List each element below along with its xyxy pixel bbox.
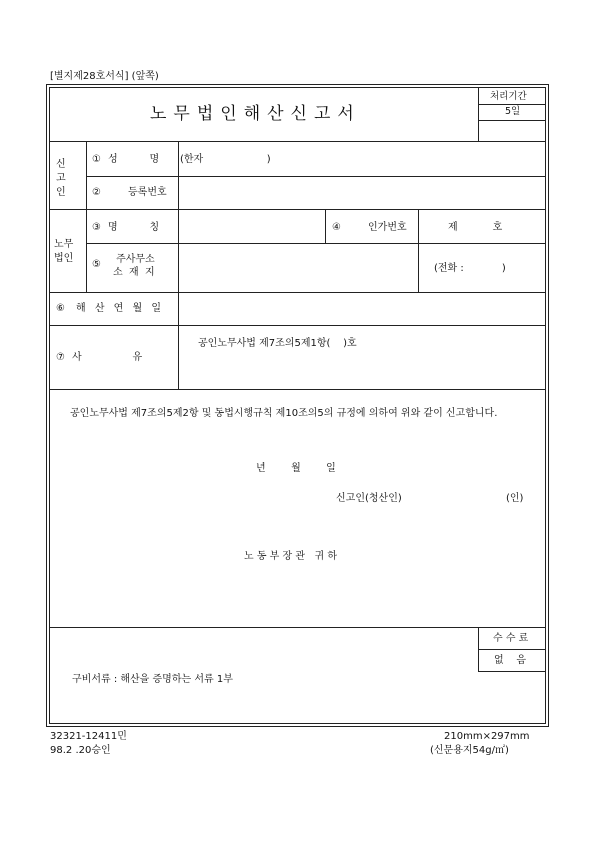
- seal-mark: (인): [506, 493, 524, 504]
- recipient: 노 동 부 장 관 귀 하: [244, 551, 338, 562]
- reason-number: ⑦: [56, 352, 65, 363]
- fee-label: 수 수 료: [493, 633, 529, 644]
- form-title: 노무법인해산신고서: [150, 104, 361, 124]
- dissolution-date-number: ⑥: [56, 303, 65, 314]
- paper-type: (신문용지54g/㎡): [430, 745, 509, 756]
- required-documents: 구비서류 : 해산을 증명하는 서류 1부: [72, 674, 233, 685]
- permit-number-label: 인가번호: [368, 222, 407, 233]
- registration-number-index: ②: [92, 187, 101, 198]
- phone-field[interactable]: (전화 : ): [434, 263, 506, 274]
- form-number-note: [별지제28호서식] (앞쪽): [50, 71, 159, 82]
- name-number: ①: [92, 154, 101, 165]
- processing-period-label: 처리기간: [490, 91, 527, 102]
- corp-name-field[interactable]: [179, 210, 324, 242]
- paper-size: 210mm×297mm: [444, 731, 530, 742]
- name-field[interactable]: (한자 ): [180, 154, 271, 165]
- corp-name-number: ③: [92, 222, 101, 233]
- processing-period-value: 5일: [505, 106, 521, 117]
- corporation-group-label: 노무 법인: [54, 239, 74, 264]
- reporter-signature-label: 신고인(청산인): [336, 493, 402, 504]
- office-address-number: ⑤: [92, 259, 101, 270]
- reason-field[interactable]: 공인노무사법 제7조의5제1항( )호: [198, 338, 357, 349]
- name-label: 성 명: [108, 154, 160, 165]
- registration-number-field[interactable]: [179, 177, 545, 208]
- fee-value: 없 음: [494, 655, 527, 666]
- declaration-text: 공인노무사법 제7조의5제2항 및 동법시행규칙 제10조의5의 규정에 의하여 위와 같이 신고합니다.: [70, 408, 498, 419]
- dissolution-date-label: 해 산 연 월 일: [76, 303, 165, 314]
- permit-number-field[interactable]: 제 호: [448, 222, 503, 233]
- office-address-field[interactable]: [179, 244, 417, 291]
- dissolution-date-field[interactable]: [179, 293, 545, 324]
- date-line: 년 월 일: [256, 463, 336, 474]
- permit-number-index: ④: [332, 222, 341, 233]
- corp-name-label: 명 칭: [108, 222, 160, 233]
- registration-number-label: 등록번호: [128, 187, 167, 198]
- form-code: 32321-12411민: [50, 731, 127, 742]
- office-address-label: 주사무소 소 재 지: [113, 254, 155, 278]
- approval-date: 98.2 .20승인: [50, 745, 111, 756]
- reason-label: 사 유: [72, 352, 143, 363]
- reporter-group-label: 신 고 인: [56, 159, 66, 198]
